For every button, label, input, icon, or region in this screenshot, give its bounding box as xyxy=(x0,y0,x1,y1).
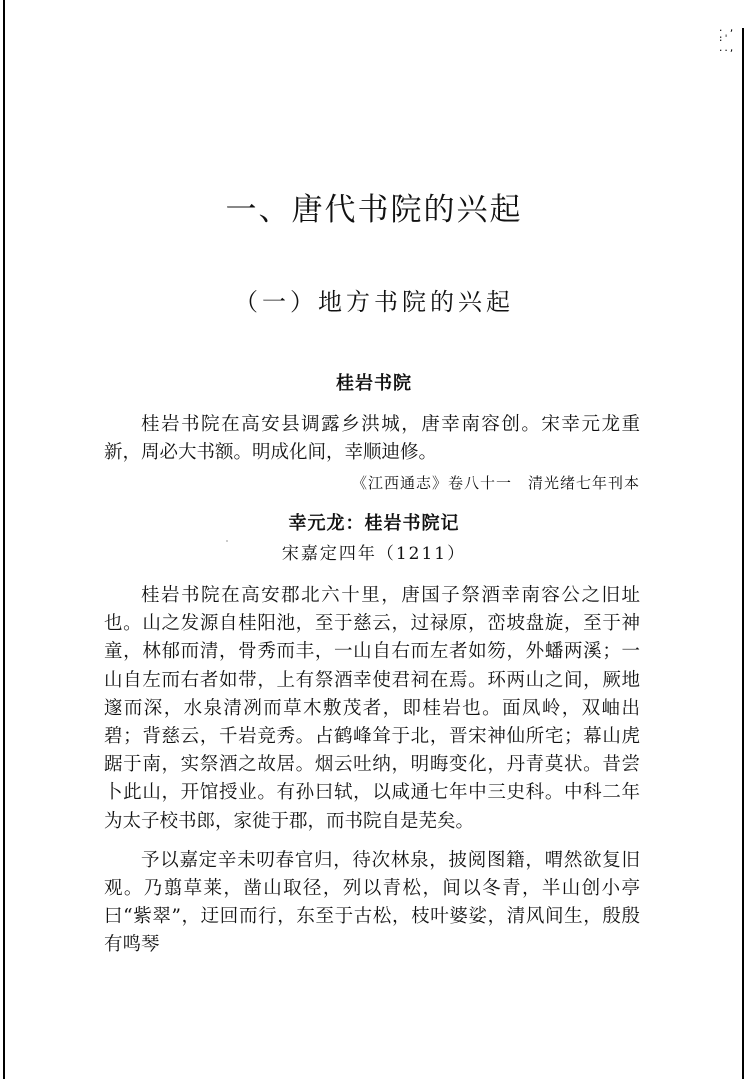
entry-date: 宋嘉定四年（1211） xyxy=(281,544,467,564)
scan-speck xyxy=(226,540,228,542)
page-left-edge xyxy=(3,0,5,1079)
entry-title-guiyan: 桂岩书院 xyxy=(336,373,412,394)
record-paragraph-1: 桂岩书院在高安郡北六十里，唐国子祭酒幸南容公之旧址也。山之发源自桂阳池，至于慈云，过禄原，峦坡盘旋，至于神童，林郁而清，骨秀而丰，一山自右而左者如笏，外蟠两溪；一山自左而右者如带，上有祭酒幸使君祠在焉。环两山之间，厥地邃而深，水泉清冽而草木敷茂者，即桂岩也。面凤岭，双岫出碧；背慈云，千岩竞秀。占鹤峰耸于北，晋宋神仙所宅；幕山虎踞于南，实祭酒之故居。烟云吐纳，明晦变化，丹青莫状。昔尝卜此山，开馆授业。有孙曰轼，以咸通七年中三史科。中科二年为太子校书郎，家徙于郡，而书院自是芜矣。 xyxy=(104,585,640,832)
source-citation: 《江西通志》卷八十一 清光绪七年刊本 xyxy=(351,474,640,492)
scan-corner-marks: . , :' .., xyxy=(718,24,735,54)
entry-paragraph: 桂岩书院在高安县调露乡洪城，唐幸南容创。宋幸元龙重新，周必大书额。明成化间，幸顺迪修。 xyxy=(104,414,640,463)
chapter-title: 一、唐代书院的兴起 xyxy=(225,192,523,228)
record-paragraph-2: 予以嘉定辛未叨春官归，待次林泉，披阅图籍，喟然欲复旧观。乃翦草莱，凿山取径，列以青松，间以冬青，半山创小亭曰“紫翠”，迂回而行，东至于古松，枝叶婆娑，清风间生，殷殷有鸣琴 xyxy=(104,850,640,955)
section-title: （一）地方书院的兴起 xyxy=(234,288,514,316)
entry-title-record: 幸元龙：桂岩书院记 xyxy=(288,513,460,534)
